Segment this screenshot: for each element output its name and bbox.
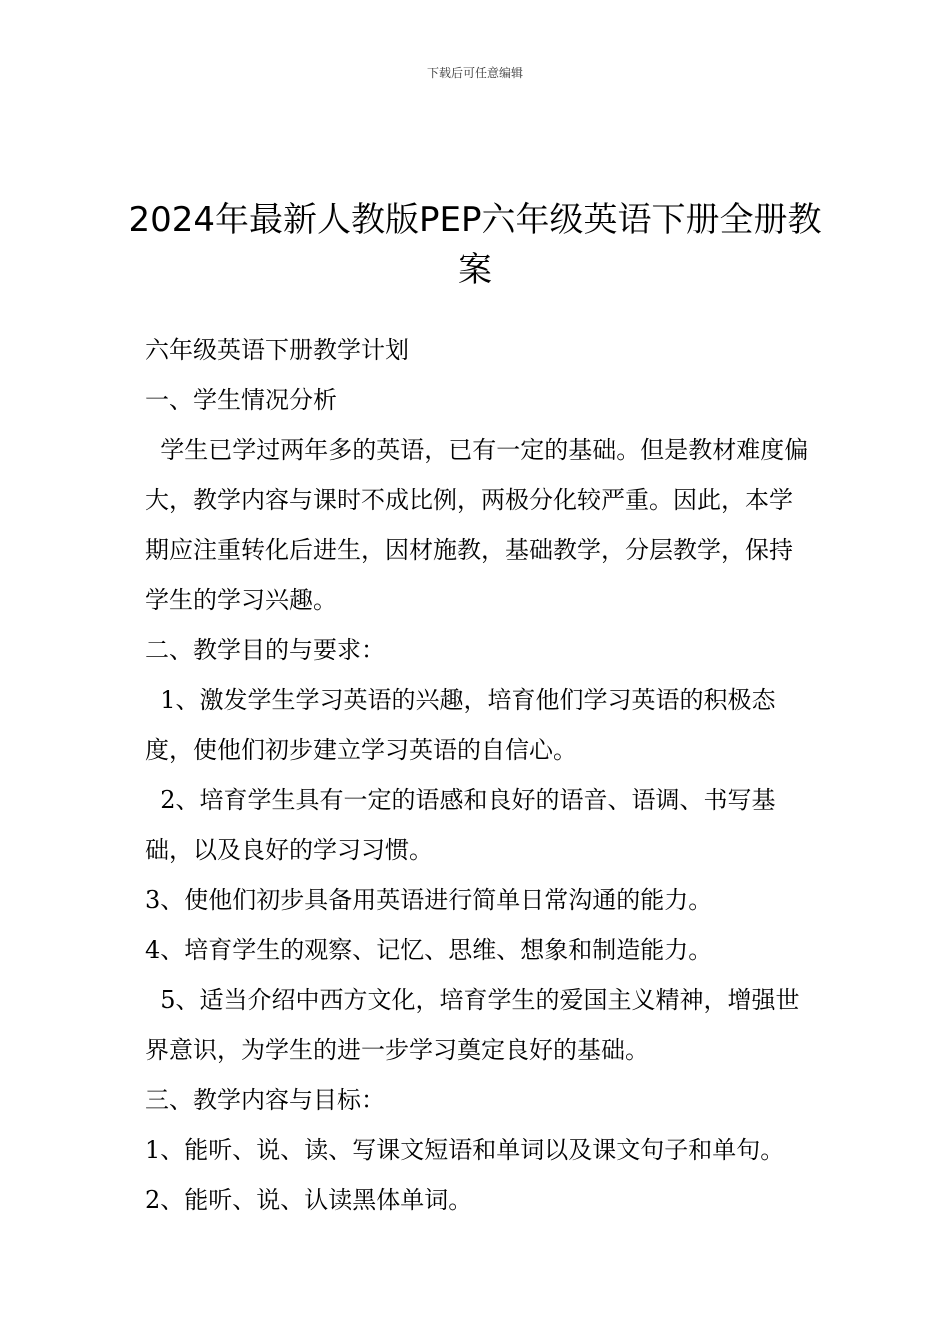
student-analysis-paragraph: 学生已学过两年多的英语，已有一定的基础。但是教材难度偏大，教学内容与课时不成比例，两极分化较严重。因此，本学期应注重转化后进生，因材施教，基础教学，分层教学，保持学生的学习兴趣。 bbox=[145, 436, 809, 614]
section-2-heading: 二、教学目的与要求： bbox=[145, 636, 385, 664]
document-body bbox=[145, 325, 813, 1225]
plan-heading: 六年级英语下册教学计划 bbox=[145, 336, 409, 364]
page-header-note: 下载后可任意编辑 bbox=[426, 66, 523, 80]
content-item-2: 2、能听、说、认读黑体单词。 bbox=[145, 1186, 473, 1214]
section-3-heading: 三、教学内容与目标： bbox=[145, 1086, 385, 1114]
goal-item-1: 1、激发学生学习英语的兴趣，培育他们学习英语的积极态度，使他们初步建立学习英语的自信心。 bbox=[145, 686, 776, 764]
content-item-1: 1、能听、说、读、写课文短语和单词以及课文句子和单句。 bbox=[145, 1136, 785, 1164]
goal-item-4: 4、培育学生的观察、记忆、思维、想象和制造能力。 bbox=[145, 936, 713, 964]
goal-item-3: 3、使他们初步具备用英语进行简单日常沟通的能力。 bbox=[145, 886, 713, 914]
goal-item-2: 2、培育学生具有一定的语感和良好的语音、语调、书写基础，以及良好的学习习惯。 bbox=[145, 786, 776, 864]
document-title: 2024年最新人教版PEP六年级英语下册全册教案 bbox=[128, 199, 822, 290]
goal-item-5: 5、适当介绍中西方文化，培育学生的爱国主义精神，增强世界意识，为学生的进一步学习奠定良好的基础。 bbox=[145, 986, 800, 1064]
section-1-heading: 一、学生情况分析 bbox=[145, 386, 337, 414]
